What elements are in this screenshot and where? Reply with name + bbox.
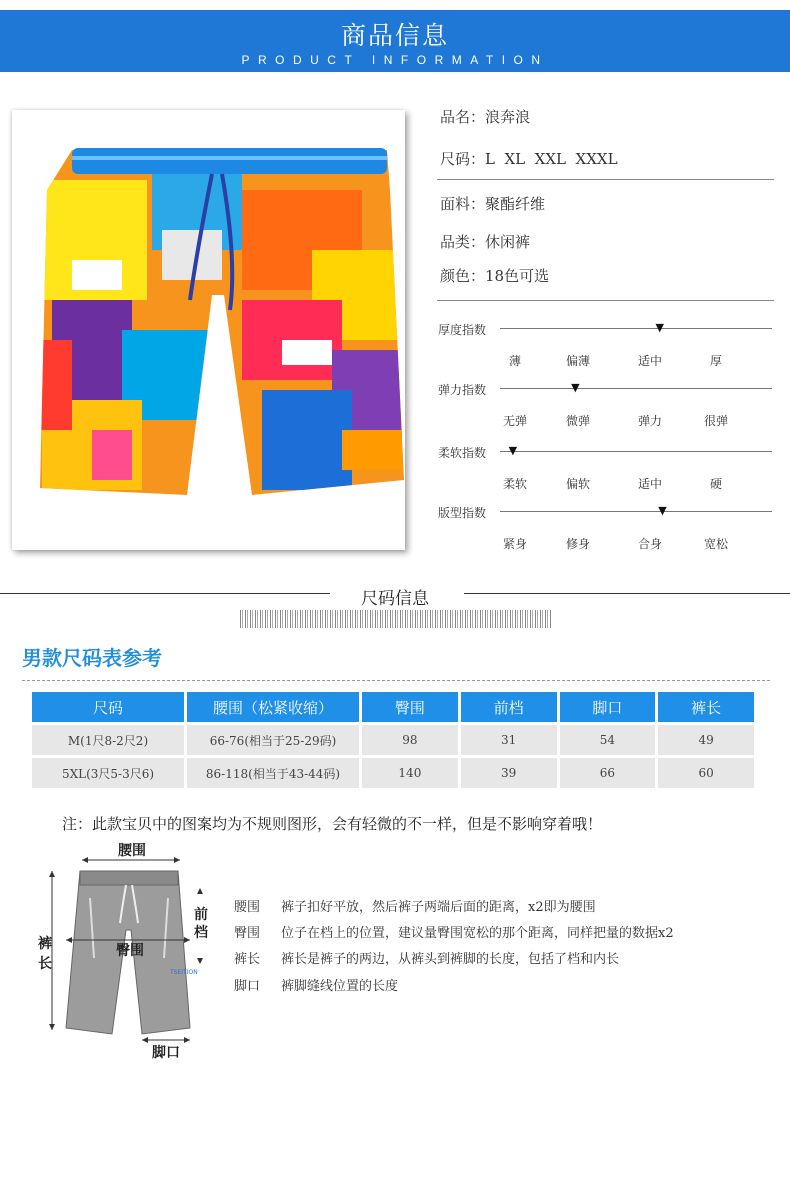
table-header: 脚口 — [560, 692, 656, 722]
index-scale-line — [500, 451, 772, 452]
measurement-description: 裤脚缝线位置的长度 — [281, 979, 399, 994]
measurement-diagram — [30, 838, 220, 1068]
divider — [437, 300, 774, 301]
measurement-description: 裤长是裤子的两边，从裤头到裤脚的长度，包括了档和内长 — [281, 952, 620, 967]
table-cell: 66 — [560, 758, 656, 788]
table-cell: 5XL(3尺5-3尺6) — [32, 758, 184, 788]
index-label: 版型指数 — [438, 506, 487, 520]
table-header-row — [32, 692, 754, 722]
barcode-decoration — [240, 610, 552, 628]
size-table — [29, 689, 757, 791]
info-color: 颜色：18色可选 — [440, 267, 550, 285]
measurement-description: 位子在档上的位置，建议量臀围宽松的那个距离，同样把量的数据x2 — [281, 926, 674, 941]
measurement-term: 臀围 — [234, 926, 261, 941]
index-marker-icon: ▼ — [658, 504, 667, 517]
divider — [437, 179, 774, 180]
index-option: 弹力 — [637, 414, 662, 428]
index-option: 厚 — [709, 354, 722, 368]
index-option: 微弹 — [565, 414, 590, 428]
index-option: 很弹 — [703, 414, 728, 428]
index-label: 弹力指数 — [438, 383, 487, 397]
index-scale-line — [500, 328, 772, 329]
index-marker-icon: ▼ — [655, 321, 664, 334]
table-header: 尺码 — [32, 692, 184, 722]
table-cell: 39 — [461, 758, 557, 788]
index-option: 无弹 — [502, 414, 527, 428]
index-option: 偏软 — [565, 477, 590, 491]
measurement-term: 腰围 — [234, 900, 261, 915]
index-option: 硬 — [709, 477, 722, 491]
index-option: 适中 — [637, 354, 662, 368]
table-cell: 60 — [658, 758, 754, 788]
diagram-front-rise-label: 前档 — [194, 907, 208, 941]
diagram-hem-label: 脚口 — [152, 1045, 180, 1061]
info-fabric: 面料：聚酯纤维 — [440, 195, 546, 213]
header-title: 商品信息 — [340, 21, 449, 50]
size-section-title: 尺码信息 — [361, 589, 429, 608]
table-cell: 49 — [658, 725, 754, 755]
header-banner — [0, 10, 790, 72]
table-cell: 31 — [461, 725, 557, 755]
measurement-description: 裤子扣好平放，然后裤子两端后面的距离，x2即为腰围 — [281, 900, 596, 915]
index-marker-icon: ▼ — [571, 381, 580, 394]
table-row — [32, 725, 754, 755]
diagram-length-label: 裤长 — [38, 936, 52, 972]
pattern-note: 注：此款宝贝中的图案均为不规则图形，会有轻微的不一样，但是不影响穿着哦！ — [62, 815, 603, 833]
diagram-waist-label: 腰围 — [118, 843, 146, 859]
diagram-logo: TSEITION — [170, 969, 198, 976]
index-option: 薄 — [508, 354, 521, 368]
index-option: 柔软 — [502, 477, 527, 491]
index-option: 修身 — [565, 537, 590, 551]
header-subtitle: PRODUCT INFORMATION — [241, 53, 549, 67]
index-label: 柔软指数 — [438, 446, 487, 460]
product-image — [12, 110, 405, 550]
index-label: 厚度指数 — [438, 323, 487, 337]
index-option: 偏薄 — [565, 354, 590, 368]
info-size: 尺码：L XL XXL XXXL — [440, 150, 618, 168]
index-scale-line — [500, 388, 772, 389]
table-header: 前档 — [461, 692, 557, 722]
info-category: 品类：休闲裤 — [440, 233, 531, 251]
index-scale-line — [500, 511, 772, 512]
diagram-hip-label: 臀围 — [116, 943, 144, 959]
table-cell: 54 — [560, 725, 656, 755]
table-cell: 86-118(相当于43-44码) — [187, 758, 359, 788]
index-marker-icon: ▼ — [508, 444, 518, 457]
shorts-illustration — [12, 110, 405, 550]
table-header: 腰围（松紧收缩） — [187, 692, 359, 722]
table-cell: 140 — [362, 758, 458, 788]
index-option: 合身 — [637, 537, 662, 551]
table-row — [32, 758, 754, 788]
measurement-term: 裤长 — [234, 952, 261, 967]
index-option: 宽松 — [703, 537, 728, 551]
measurement-term: 脚口 — [234, 979, 261, 994]
dashed-divider — [22, 680, 770, 681]
info-name: 品名：浪奔浪 — [440, 108, 531, 126]
table-header: 裤长 — [658, 692, 754, 722]
table-header: 臀围 — [362, 692, 458, 722]
table-cell: 98 — [362, 725, 458, 755]
mens-size-title: 男款尺码表参考 — [22, 646, 162, 670]
index-option: 适中 — [637, 477, 662, 491]
table-cell: 66-76(相当于25-29码) — [187, 725, 359, 755]
table-cell: M(1尺8-2尺2) — [32, 725, 184, 755]
index-option: 紧身 — [502, 537, 527, 551]
